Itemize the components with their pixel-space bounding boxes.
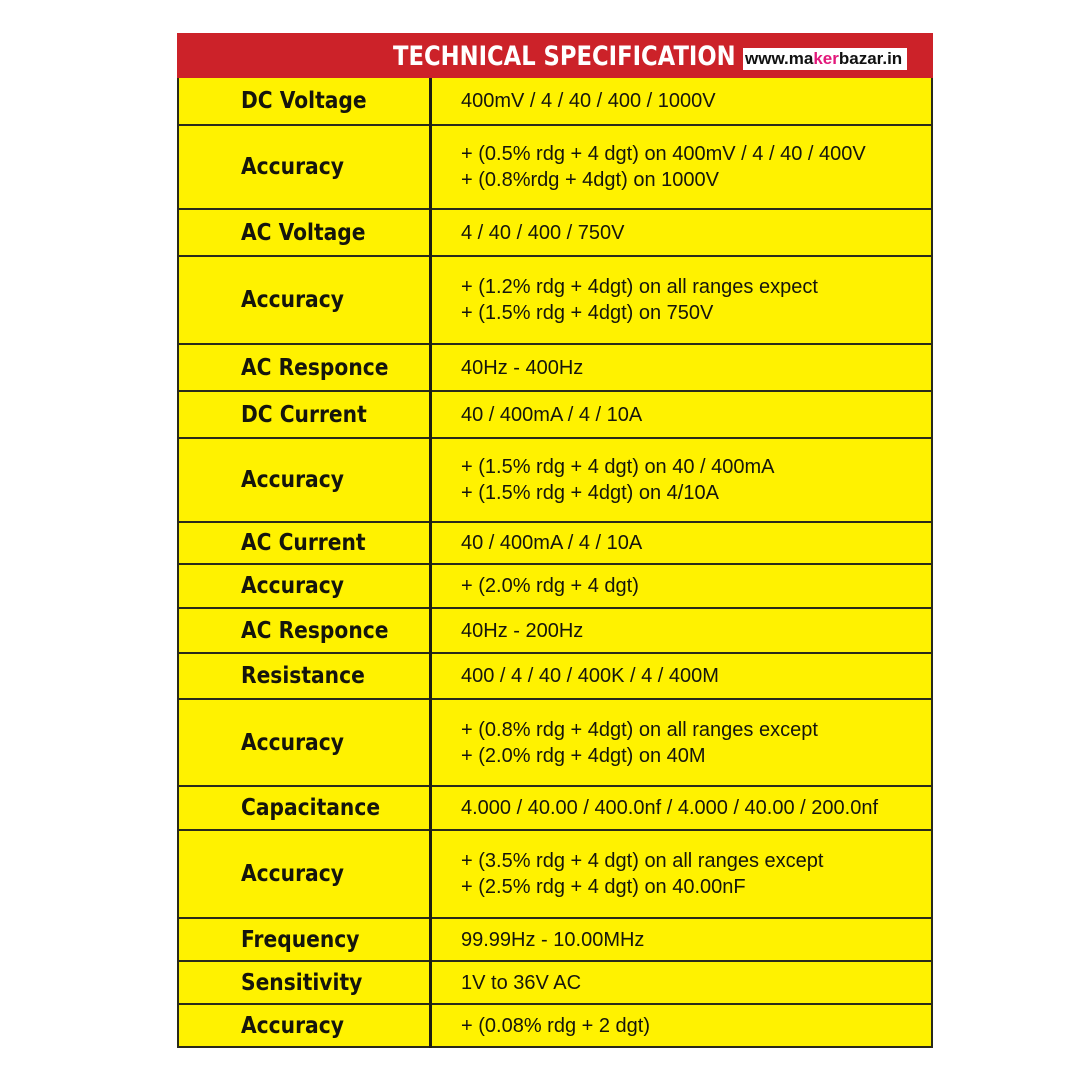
spec-label [241,663,382,689]
spec-label-text: AC Responce [241,354,389,381]
spec-value-line: 99.99Hz - 10.00MHz [461,928,645,951]
spec-label [241,795,399,821]
spec-value [461,573,639,599]
spec-value [461,141,866,193]
spec-row [177,831,933,919]
spec-value [461,530,642,556]
spec-row [177,1005,933,1048]
spec-row [177,609,933,654]
table-left-border [177,78,179,1048]
spec-card [177,33,933,1048]
spec-value-line: + (1.5% rdg + 4dgt) on 750V [461,302,714,324]
spec-label [241,220,383,246]
spec-value-line: + (0.5% rdg + 4 dgt) on 400mV / 4 / 40 / 400V [461,143,866,165]
spec-label-text: Accuracy [241,861,344,887]
spec-value-line: + (1.5% rdg + 4dgt) on 4/10A [461,482,719,504]
spec-row [177,787,933,831]
header-bar [177,33,933,78]
spec-value-line: 40 / 400mA / 4 / 10A [461,403,643,426]
spec-value [461,402,642,428]
spec-row [177,257,933,345]
spec-value-line: + (3.5% rdg + 4 dgt) on all ranges except [461,850,824,872]
spec-value-line: + (0.08% rdg + 2 dgt) [461,1014,651,1037]
website-label[interactable] [743,48,907,70]
spec-row [177,700,933,787]
spec-value-line: 1V to 36V AC [461,971,582,994]
spec-label-text: DC Current [241,401,367,428]
spec-label-text: AC Voltage [241,219,366,246]
spec-value-line: 400mV / 4 / 40 / 400 / 1000V [461,90,716,112]
spec-value-line: + (1.5% rdg + 4 dgt) on 40 / 400mA [461,456,775,478]
spec-label [241,530,383,556]
spec-label [241,154,358,180]
spec-value [461,927,644,953]
spec-label-text: Resistance [241,663,365,689]
spec-label-text: AC Current [241,530,366,556]
spec-value-line: + (1.2% rdg + 4dgt) on all ranges expect [461,276,818,298]
spec-row [177,962,933,1005]
spec-value-line: + (0.8% rdg + 4dgt) on all ranges except [461,718,818,741]
spec-label [241,355,409,381]
spec-label-text: Frequency [241,926,360,953]
spec-row [177,210,933,257]
spec-value [461,355,583,381]
spec-label [241,861,358,887]
spec-value-line: + (0.8%rdg + 4dgt) on 1000V [461,169,719,191]
site-suffix: bazar.in [838,49,903,68]
spec-label-text: Accuracy [241,1012,344,1039]
spec-label [241,618,409,644]
spec-row [177,654,933,700]
spec-value-line: 40 / 400mA / 4 / 10A [461,532,643,554]
spec-row [177,126,933,210]
spec-value [461,220,624,246]
spec-label [241,730,358,756]
spec-value-line: 400 / 4 / 40 / 400K / 4 / 400M [461,665,719,687]
spec-value [461,795,878,821]
spec-row [177,345,933,392]
spec-value-line: 4.000 / 40.00 / 400.0nf / 4.000 / 40.00 / 200.0nf [461,797,879,819]
spec-label [241,88,384,114]
column-divider [429,78,432,1048]
spec-value [461,1013,650,1039]
spec-label [241,402,384,428]
spec-value [461,970,581,996]
spec-row [177,392,933,439]
spec-value-line: + (2.0% rdg + 4dgt) on 40M [461,744,706,767]
spec-label [241,287,358,313]
spec-value [461,848,823,900]
spec-label-text: Accuracy [241,154,344,180]
spec-value [461,618,583,644]
spec-title: TECHNICAL SPECIFICATION [393,41,736,72]
spec-row [177,78,933,126]
spec-value-line: + (2.5% rdg + 4 dgt) on 40.00nF [461,876,746,898]
spec-row [177,919,933,962]
spec-label-text: Sensitivity [241,969,363,996]
site-highlight: ker [813,49,839,68]
spec-value [461,717,818,769]
spec-value-line: 40Hz - 400Hz [461,356,584,379]
spec-row [177,523,933,565]
spec-value-line: 40Hz - 200Hz [461,619,584,642]
spec-value-line: 4 / 40 / 400 / 750V [461,221,625,244]
spec-row [177,565,933,609]
spec-value [461,274,818,326]
spec-value [461,454,775,506]
spec-label [241,1013,358,1039]
spec-value-line: + (2.0% rdg + 4 dgt) [461,575,639,597]
spec-label [241,467,358,493]
spec-label [241,970,379,996]
spec-label-text: Accuracy [241,467,344,493]
spec-label [241,927,376,953]
spec-table [177,78,933,1048]
spec-label [241,573,358,599]
spec-label-text: Accuracy [241,573,344,599]
spec-label-text: Accuracy [241,729,344,756]
spec-label-text: Accuracy [241,287,344,313]
spec-row [177,439,933,523]
spec-label-text: DC Voltage [241,88,367,114]
spec-label-text: Capacitance [241,795,381,821]
spec-label-text: AC Responce [241,617,389,644]
site-prefix: www.ma [745,49,814,68]
spec-value [461,663,719,689]
table-right-border [931,78,933,1048]
spec-value [461,88,716,114]
